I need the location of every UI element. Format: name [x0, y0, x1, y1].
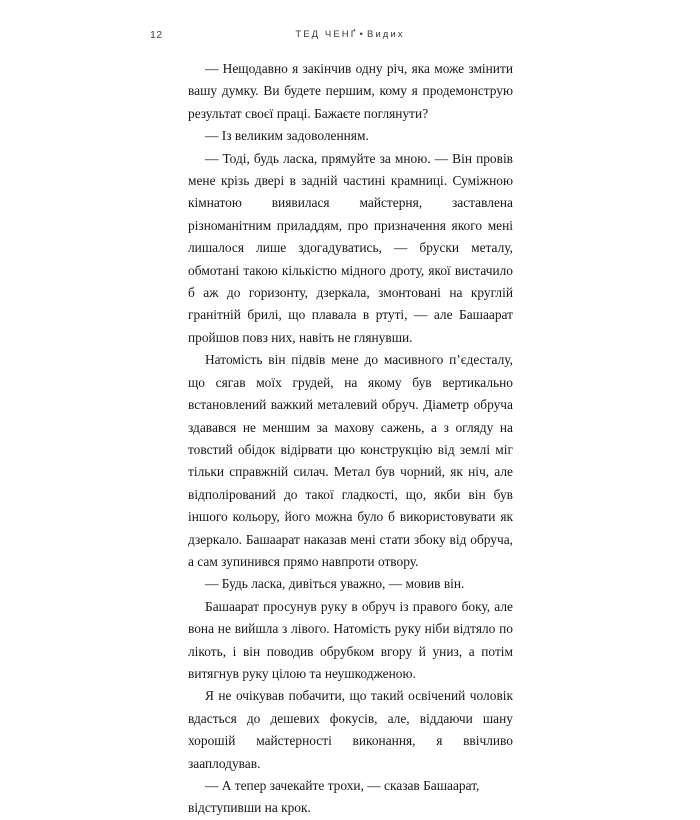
paragraph: — Будь ласка, дивіться уважно, — мовив він. — [205, 576, 465, 592]
paragraph: Башаарат просунув руку в обруч із правого боку, але вона не вийшла з лівого. Натомість руку ніби відтяло по лікоть, і він поводив обрубком вгору й униз, а потім витягнув руку цілою та неушкодженою. — [188, 598, 513, 681]
running-head-separator: • — [359, 29, 365, 40]
paragraph: Натомість він підвів мене до масивного п’єдесталу, що сягав моїх грудей, на якому був вертикально встановлений важкий металевий обруч. Діаметр обруча здавався не меншим за махову сажень, а з огляду на товстий обідок відірвати цю конструкцію від землі міг тільки справжній силач. Метал був чорний, як ніч, але відполірований до такої гладкості, що, якби він був іншого кольору, його можна було б використовувати як дзеркало. Башаарат наказав мені стати збоку від обруча, а сам зупинився прямо навпроти отвору. — [188, 352, 513, 569]
paragraph: — Нещодавно я закінчив одну річ, яка може змінити вашу думку. Ви будете першим, кому я продемонструю результат своєї праці. Бажаєте поглянути? — [188, 61, 513, 121]
paragraph: Я не очікував побачити, що такий освічений чоловік вдасться до дешевих фокусів, але, віддаючи шану хорошій майстерності виконання, я ввічливо зааплодував. — [188, 688, 513, 771]
body-text — [188, 58, 513, 820]
running-head-author: ТЕД ЧЕНҐ — [295, 29, 358, 40]
page-number: 12 — [150, 29, 163, 41]
paragraph: — А тепер зачекайте трохи, — сказав Башаарат, відступивши на крок. — [188, 778, 480, 816]
running-head-title — [0, 26, 700, 44]
running-head — [0, 26, 700, 44]
paragraph: — Тоді, будь ласка, прямуйте за мною. — Він провів мене крізь двері в задній частині крамниці. Суміжною кімнатою виявилася майстерня, заставлена різноманітним приладдям, про призначення якого мені лишалося лише здогадуватись, — бруски металу, обмотані такою кількістю мідного дроту, якої вистачило б аж до горизонту, дзеркала, змонтовані на круглій гранітній брилі, що плавала в ртуті, — але Башаарат пройшов повз них, навіть не глянувши. — [188, 150, 513, 345]
paragraph: — Із великим задоволенням. — [205, 128, 369, 144]
running-head-work-title: Видих — [366, 29, 405, 40]
